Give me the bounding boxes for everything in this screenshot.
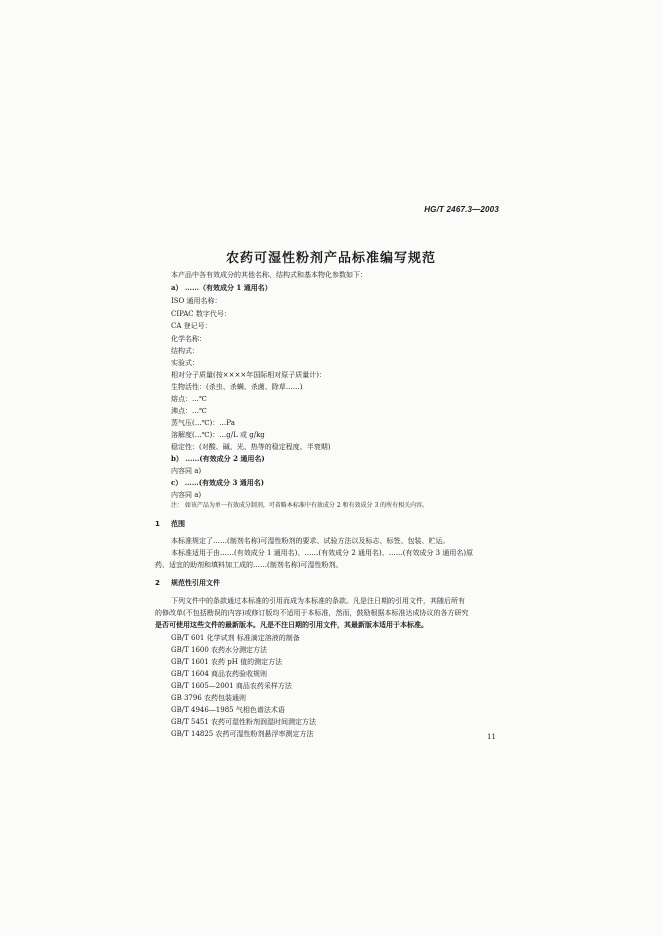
cipac-code: CIPAC 数字代号： — [171, 310, 231, 318]
reference-item: GB/T 4946—1985 气相色谱法术语 — [171, 706, 285, 714]
ca-number: CA 登记号： — [171, 322, 212, 330]
reference-item: GB/T 1605—2001 商品农药采样方法 — [171, 682, 292, 690]
reference-item: GB 3796 农药包装通则 — [171, 694, 247, 702]
item-c: c） ……(有效成分 3 通用名) — [171, 478, 265, 487]
item-a: a） ……（有效成分 1 通用名） — [171, 283, 272, 292]
formula: 实验式： — [171, 359, 199, 367]
chemical-name: 化学名称： — [171, 335, 206, 343]
reference-item: GB/T 5451 农药可湿性粉剂润湿时间测定方法 — [171, 718, 317, 726]
section-2-number: 2 — [155, 579, 160, 587]
standard-code: HG/T 2467.3—2003 — [424, 205, 499, 214]
same-as-a-b: 内容同 a) — [171, 467, 202, 475]
melting-point: 熔点：…℃ — [171, 395, 207, 403]
iso-name: ISO 通用名称： — [171, 297, 222, 305]
structure: 结构式： — [171, 347, 199, 355]
same-as-a-c: 内容同 a) — [171, 491, 202, 499]
page-number: 11 — [487, 733, 496, 741]
item-b: b） ……(有效成分 2 通用名) — [171, 454, 265, 463]
bio-activity: 生物活性：(杀虫、杀螨、杀菌、除草……) — [171, 383, 303, 391]
stability: 稳定性：(对酸、碱、光、热等的稳定程度、半衰期) — [171, 443, 331, 451]
section-1-number: 1 — [155, 520, 160, 528]
reference-item: GB/T 1604 商品农药验收规则 — [171, 670, 268, 678]
section-1-p2-line2: 药、适宜的助剂和填料加工成的……(制剂名称)可湿性粉剂。 — [155, 561, 343, 569]
section-2-p-line3: 是否可使用这些文件的最新版本。凡是不注日期的引用文件，其最新版本适用于本标准。 — [155, 620, 428, 629]
document-title: 农药可湿性粉剂产品标准编写规范 — [225, 251, 436, 266]
solubility: 溶解度(…℃)：…g/L 或 g/kg — [171, 431, 265, 439]
section-2-p-line1: 下列文件中的条款通过本标准的引用而成为本标准的条款。凡是注日期的引用文件，其随后所有 — [171, 597, 465, 605]
section-1-heading: 范围 — [171, 520, 185, 528]
section-2-p-line2: 的修改单(不包括勘误的内容)或修订版均不适用于本标准，然而，鼓励根据本标准达成协议的各方研究 — [155, 609, 469, 617]
section-2-heading: 规范性引用文件 — [171, 579, 220, 587]
section-1-p1: 本标准规定了……(制剂名称)可湿性粉剂的要求、试验方法以及标志、标签、包装、贮运。 — [171, 537, 450, 545]
molecular-mass: 相对分子质量(按××××年国际相对原子质量计)： — [171, 371, 326, 379]
reference-item: GB/T 1600 农药水分测定方法 — [171, 646, 268, 654]
reference-item: GB/T 1601 农药 pH 值的测定方法 — [171, 658, 283, 666]
reference-item: GB/T 601 化学试剂 标准滴定溶液的制备 — [171, 634, 300, 642]
intro-lead: 本产品中各有效成分的其他名称、结构式和基本物化参数如下： — [171, 271, 367, 279]
vapor-pressure: 蒸气压(…℃)：…Pa — [171, 419, 235, 427]
intro-note: 注： 如该产品为单一有效成分制剂，可省略本标准中有效成分 2 和有效成分 3 的所有相关内容。 — [171, 502, 429, 509]
section-1-p2-line1: 本标准适用于由……(有效成分 1 通用名)、……(有效成分 2 通用名)、……(有效成分 3 通用名)原 — [171, 549, 474, 557]
boiling-point: 沸点：…℃ — [171, 407, 207, 415]
reference-item: GB/T 14825 农药可湿性粉剂悬浮率测定方法 — [171, 730, 314, 738]
